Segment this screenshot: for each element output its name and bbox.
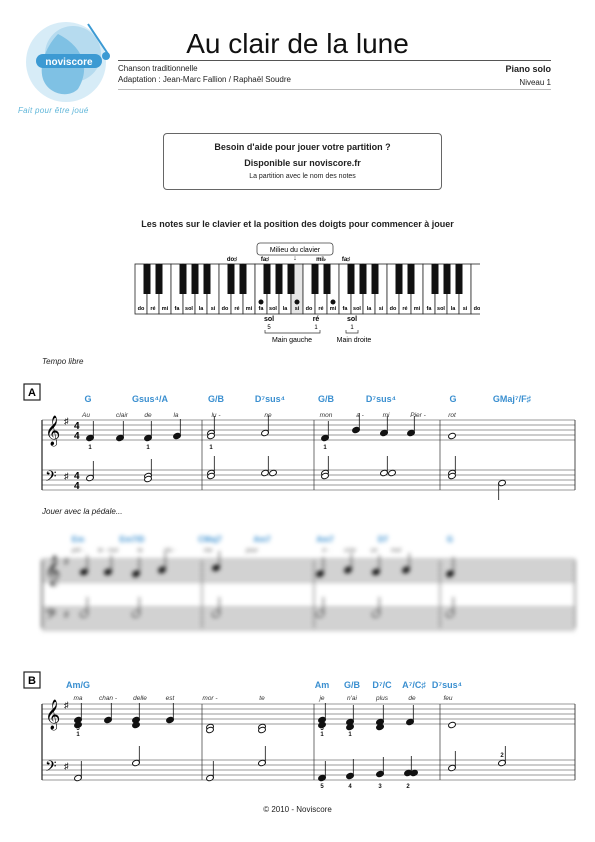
chord-symbol: Am (314, 680, 330, 690)
black-label-4: fa♯ (341, 257, 351, 263)
white-key-label: fa (426, 306, 432, 312)
white-key-label: fa (174, 306, 180, 312)
section-label-b: B (28, 675, 36, 687)
lyric: é - (322, 548, 330, 554)
right-hand-note-2: sol (346, 316, 358, 323)
white-key-label: mi (245, 306, 253, 312)
fingering: 1 (323, 445, 327, 451)
key-sig-sharp: ♯ (64, 700, 69, 710)
lyric: delle (133, 695, 147, 702)
note-head (388, 469, 397, 476)
logo-tagline: Fait pour être joué (18, 106, 89, 115)
lyric: un (370, 548, 378, 554)
white-key-label: si (294, 306, 300, 312)
black-key (144, 264, 151, 294)
white-key-label: ré (402, 306, 408, 312)
treble-clef: 𝄞 (45, 555, 61, 585)
black-key (444, 264, 451, 294)
lyric: chan - (98, 695, 118, 702)
score-system-a (20, 380, 580, 505)
fingering: 2 (500, 753, 504, 759)
chord-symbol: Em7/D (119, 535, 145, 544)
header-divider-2 (118, 89, 551, 90)
chord-symbol: GMaj⁷/F♯ (492, 394, 532, 404)
white-key-label: ré (150, 306, 156, 312)
lyric: pour (245, 548, 259, 554)
black-key (276, 264, 283, 294)
black-label-2: fa♯ (260, 257, 270, 263)
white-key-label: do (473, 306, 480, 312)
key-sig-sharp: ♯ (64, 761, 69, 771)
white-key-label: la (450, 306, 456, 312)
black-key (432, 264, 439, 294)
white-key-label: do (389, 306, 397, 312)
lyric: ne (264, 412, 272, 419)
chord-symbol: Am7 (253, 535, 271, 544)
white-key-label: fa (258, 306, 264, 312)
white-key-label: do (137, 306, 145, 312)
black-key (324, 264, 331, 294)
score-system-blurred (20, 530, 580, 650)
key-sig-sharp: ♯ (64, 416, 69, 426)
fingering: 5 (76, 726, 80, 732)
pedal-instruction: Jouer avec la pédale... (42, 507, 123, 516)
lyric: clair (116, 412, 128, 419)
lyric: ma (73, 695, 83, 702)
white-key-label: fa (342, 306, 348, 312)
lyric: ta (137, 548, 143, 554)
tempo-marking: Tempo libre (42, 357, 84, 366)
lyric: je (319, 695, 325, 702)
lyric: te (259, 695, 265, 702)
lyric: n'ai (347, 695, 357, 702)
white-key-label: si (378, 306, 384, 312)
lyric: de (144, 412, 152, 419)
lyric: la (173, 412, 179, 419)
help-line-1: Besoin d'aide pour jouer votre partition ? (214, 142, 391, 152)
white-key-label: do (305, 306, 313, 312)
time-sig: 4 (74, 431, 80, 442)
lyric: prê - (71, 548, 85, 554)
keyboard-title: Les notes sur le clavier et la position des doigts pour commencer à jouer (141, 219, 454, 229)
treble-clef: 𝄞 (45, 699, 61, 729)
fingering: 1 (76, 732, 80, 738)
black-key (240, 264, 247, 294)
chord-symbol: CMaj7 (198, 535, 222, 544)
black-key (192, 264, 199, 294)
black-key (360, 264, 367, 294)
help-line-3: La partition avec le nom des notes (249, 173, 356, 180)
lyric: rot (448, 412, 456, 419)
song-origin: Chanson traditionnelle (118, 64, 198, 73)
chord-symbol: D⁷sus⁴ (365, 394, 397, 404)
chord-symbol: Am7 (316, 535, 334, 544)
instrument-label: Piano solo (505, 64, 551, 74)
chord-symbol: G (446, 535, 454, 544)
header-divider (118, 60, 551, 61)
key-sig-sharp: ♯ (64, 609, 69, 619)
lyric: mot (390, 548, 402, 554)
black-key (456, 264, 463, 294)
finger-5: 5 (267, 325, 271, 331)
lyric: crire (344, 548, 356, 554)
adaptation-credit: Adaptation : Jean-Marc Fallion / Raphaël Soudre (118, 75, 291, 84)
note-head (269, 469, 278, 476)
right-hand-note: ré (312, 316, 320, 323)
fingering: 5 (320, 784, 324, 790)
finger-1a: 1 (314, 325, 318, 331)
fingering: 1 (146, 445, 150, 451)
lyric: mon (319, 412, 333, 419)
fingering: 2 (406, 784, 410, 790)
chord-symbol: G (84, 394, 92, 404)
lyric: feu (443, 695, 453, 702)
black-key (156, 264, 163, 294)
bass-clef: 𝄢 (45, 468, 57, 488)
left-hand-label: Main gauche (271, 337, 313, 344)
lyric: Pier - (410, 412, 426, 419)
fingering: 4 (348, 784, 352, 790)
middle-arrow: ↓ (293, 255, 297, 262)
black-key (372, 264, 379, 294)
chord-symbol: Em (71, 535, 85, 544)
finger-dot (295, 300, 300, 305)
section-label-a: A (28, 387, 36, 399)
lyric: a - (356, 412, 364, 419)
white-key-label: ré (318, 306, 324, 312)
black-key (264, 264, 271, 294)
help-box[interactable] (163, 133, 442, 190)
white-key-label: sol (353, 306, 361, 312)
chord-symbol: G (449, 394, 457, 404)
fingering: 1 (88, 445, 92, 451)
white-key-label: la (366, 306, 372, 312)
white-key-label: sol (437, 306, 445, 312)
treble-clef: 𝄞 (45, 415, 61, 445)
black-label-1: do♯ (226, 257, 238, 263)
page-title: Au clair de la lune (186, 28, 409, 59)
lyric: plus (376, 695, 388, 702)
chord-symbol: G/B (207, 394, 225, 404)
lyric: lu - (211, 412, 221, 419)
finger-1b: 1 (350, 325, 354, 331)
chord-symbol: Am/G (65, 680, 91, 690)
white-key-label: mi (413, 306, 421, 312)
white-key-label: do (221, 306, 229, 312)
white-key-label: mi (161, 306, 169, 312)
black-key (408, 264, 415, 294)
white-key-label: sol (269, 306, 277, 312)
key-sig-sharp: ♯ (64, 556, 69, 566)
chord-symbol: D⁷sus⁴ (254, 394, 286, 404)
lyric: mi (382, 412, 390, 419)
white-key-label: mi (329, 306, 337, 312)
white-key-label: si (210, 306, 216, 312)
lyric: est (165, 695, 175, 702)
black-key (204, 264, 211, 294)
white-key-label: la (282, 306, 288, 312)
note-head (448, 721, 457, 728)
fingering: 5 (320, 726, 324, 732)
logo-text: noviscore (45, 57, 93, 68)
key-sig-sharp: ♯ (64, 471, 69, 481)
footer-copyright: © 2010 - Noviscore (263, 805, 332, 814)
white-key-label: sol (185, 306, 193, 312)
fingering: 1 (209, 445, 213, 451)
help-line-2[interactable]: Disponible sur noviscore.fr (244, 158, 361, 168)
white-key-label: si (462, 306, 468, 312)
chord-symbol: D7 (377, 535, 389, 544)
white-key-label: la (198, 306, 204, 312)
chord-symbol: A⁷/C♯ (402, 680, 426, 690)
bass-clef: 𝄢 (45, 758, 57, 778)
score-system-b (20, 668, 580, 798)
finger-dot (259, 300, 264, 305)
black-key (348, 264, 355, 294)
middle-label: Milieu du clavier (269, 247, 321, 254)
black-key (396, 264, 403, 294)
finger-dot (331, 300, 336, 305)
time-sig: 4 (74, 421, 80, 432)
black-label-3: mi♭ (316, 257, 326, 263)
fingering: 3 (378, 784, 382, 790)
black-key (312, 264, 319, 294)
lyric: de (408, 695, 416, 702)
lyric: Au (82, 412, 90, 419)
fingering: 1 (320, 732, 324, 738)
right-hand-label: Main droite (336, 337, 372, 344)
lyric: me (203, 548, 213, 554)
left-hand-note: sol (263, 316, 275, 323)
chord-symbol: G/B (317, 394, 335, 404)
note-head (448, 432, 457, 439)
lyric: mor - (202, 695, 218, 702)
piano-keyboard-diagram (120, 240, 480, 350)
chord-symbol: D⁷sus⁴ (431, 680, 463, 690)
fingering: 1 (348, 732, 352, 738)
bass-clef: 𝄢 (45, 606, 57, 626)
level-label: Niveau 1 (519, 78, 551, 87)
chord-symbol: D⁷/C (372, 680, 392, 690)
black-key (180, 264, 187, 294)
white-key-label: ré (234, 306, 240, 312)
lyric: te - moi (97, 548, 119, 554)
chord-symbol: Gsus⁴/A (132, 394, 168, 404)
chord-symbol: G/B (343, 680, 361, 690)
lyric: plu - (164, 548, 176, 554)
time-sig: 4 (74, 481, 80, 492)
time-sig: 4 (74, 471, 80, 482)
black-key (228, 264, 235, 294)
black-key (288, 264, 295, 294)
